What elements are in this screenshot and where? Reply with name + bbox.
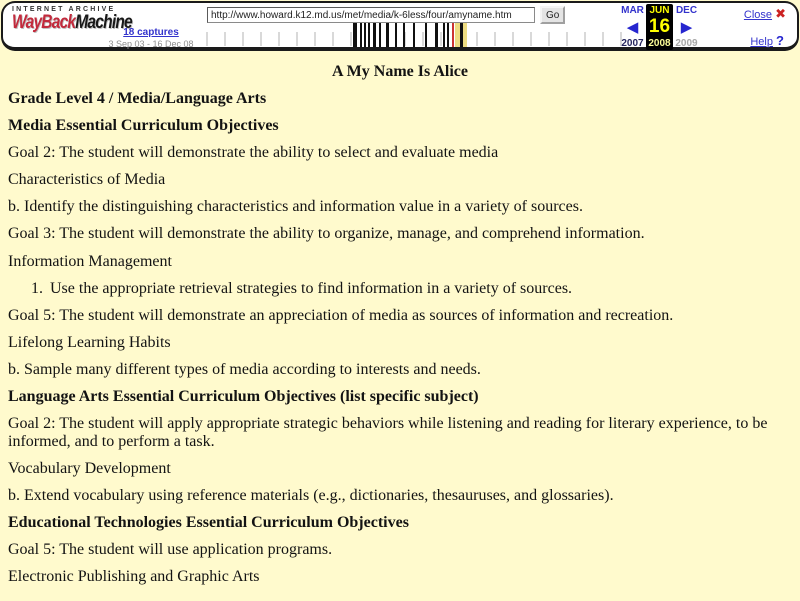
capture-bar[interactable] <box>373 23 376 47</box>
paragraph: Electronic Publishing and Graphic Arts <box>8 568 260 586</box>
timeline-tick <box>350 32 352 46</box>
datenav-next-column <box>673 4 700 50</box>
timeline-tick <box>314 32 316 46</box>
wayback-machine-logotype <box>12 12 132 33</box>
captures-link[interactable]: 18 captures <box>123 27 179 38</box>
prev-month-label[interactable]: MAR <box>621 5 644 16</box>
prev-capture-arrow-icon[interactable]: ◀ <box>626 17 639 36</box>
date-navigator <box>619 4 700 50</box>
list-item: 1. Use the appropriate retrieval strategies to find information in a variety of sources. <box>47 280 792 298</box>
prev-year-label[interactable]: 2007 <box>621 38 644 49</box>
datenav-current-column <box>646 4 673 50</box>
timeline-tick <box>530 32 532 46</box>
capture-bar[interactable] <box>447 23 449 47</box>
go-button[interactable]: Go <box>540 6 565 24</box>
current-day-label: 16 <box>648 16 671 37</box>
captures-date-range: 3 Sep 03 - 16 Dec 08 <box>108 39 194 49</box>
section-heading: Language Arts Essential Curriculum Objectives (list specific subject) <box>8 387 479 405</box>
paragraph: Vocabulary Development <box>8 460 171 478</box>
timeline-tick <box>260 32 262 46</box>
logo-machine-text: Machine <box>75 12 132 33</box>
timeline-tick <box>296 32 298 46</box>
timeline-tick <box>602 32 604 46</box>
paragraph: Goal 2: The student will apply appropriate strategic behaviors while listening and reading for literary experience, to be informed, and to perform a task. <box>8 415 768 451</box>
timeline-tick <box>440 32 442 46</box>
paragraph: b. Sample many different types of media according to interests and needs. <box>8 360 481 378</box>
capture-bar[interactable] <box>395 23 397 47</box>
content-blocks <box>8 90 792 586</box>
timeline-tick <box>494 32 496 46</box>
current-month-label: JUN <box>649 5 670 16</box>
paragraph: b. Extend vocabulary using reference materials (e.g., dictionaries, thesauruses, and glossaries). <box>8 487 614 505</box>
timeline-tick <box>206 32 208 46</box>
capture-bar[interactable] <box>379 23 381 47</box>
timeline-tick <box>512 32 514 46</box>
capture-bar[interactable] <box>425 23 427 47</box>
capture-bar[interactable] <box>413 23 415 47</box>
captures-block <box>102 27 200 49</box>
timeline-tick <box>422 32 424 46</box>
paragraph: Goal 5: The student will demonstrate an appreciation of media as sources of information and recreation. <box>8 306 674 324</box>
close-label: Close <box>743 9 773 21</box>
internet-archive-label: INTERNET ARCHIVE <box>12 6 116 13</box>
section-heading: Grade Level 4 / Media/Language Arts <box>8 90 267 108</box>
capture-bar[interactable] <box>403 23 405 47</box>
numbered-list <box>8 280 792 298</box>
capture-bar[interactable] <box>360 23 362 47</box>
paragraph: Characteristics of Media <box>8 171 166 189</box>
timeline-tick <box>476 32 478 46</box>
url-input[interactable] <box>207 7 535 23</box>
capture-bar[interactable] <box>353 23 357 47</box>
timeline-tick <box>584 32 586 46</box>
next-capture-arrow-icon[interactable]: ▶ <box>680 17 693 36</box>
wayback-toolbar <box>1 1 799 51</box>
capture-bar[interactable] <box>435 23 438 47</box>
timeline-tick <box>278 32 280 46</box>
paragraph: b. Identify the distinguishing characteristics and information value in a variety of sources. <box>8 198 583 216</box>
section-heading: Media Essential Curriculum Objectives <box>8 117 279 135</box>
capture-bar[interactable] <box>443 23 445 47</box>
help-question-icon: ? <box>776 33 784 48</box>
capture-bar[interactable] <box>368 23 370 47</box>
capture-bar-red[interactable] <box>452 23 454 47</box>
paragraph: Information Management <box>8 252 172 270</box>
current-year-label: 2008 <box>648 38 671 49</box>
paragraph: Goal 3: The student will demonstrate the ability to organize, manage, and comprehend information. <box>8 225 645 243</box>
timeline-tick <box>332 32 334 46</box>
help-label: Help <box>750 36 773 48</box>
timeline-tick <box>548 32 550 46</box>
paragraph: Lifelong Learning Habits <box>8 333 171 351</box>
selected-capture-bar[interactable] <box>460 23 463 47</box>
wayback-logo[interactable] <box>12 6 132 33</box>
page-content <box>0 51 800 587</box>
close-icon: ✖ <box>775 7 786 22</box>
datenav-prev-column <box>619 4 646 50</box>
timeline-tick <box>242 32 244 46</box>
paragraph: Goal 2: The student will demonstrate the ability to select and evaluate media <box>8 144 499 162</box>
next-month-label[interactable]: DEC <box>675 5 698 16</box>
capture-bar[interactable] <box>364 23 366 47</box>
close-toolbar-link[interactable] <box>744 7 786 22</box>
page-title: A My Name Is Alice <box>332 63 468 80</box>
timeline-tick <box>224 32 226 46</box>
help-link[interactable] <box>750 33 784 48</box>
logo-wayback-text: WayBack <box>12 12 76 33</box>
capture-timeline[interactable] <box>203 22 635 47</box>
next-year-label[interactable]: 2009 <box>675 38 698 49</box>
capture-bar[interactable] <box>386 23 389 47</box>
timeline-tick <box>566 32 568 46</box>
section-heading: Educational Technologies Essential Curriculum Objectives <box>8 514 409 532</box>
paragraph: Goal 5: The student will use application programs. <box>8 541 333 559</box>
